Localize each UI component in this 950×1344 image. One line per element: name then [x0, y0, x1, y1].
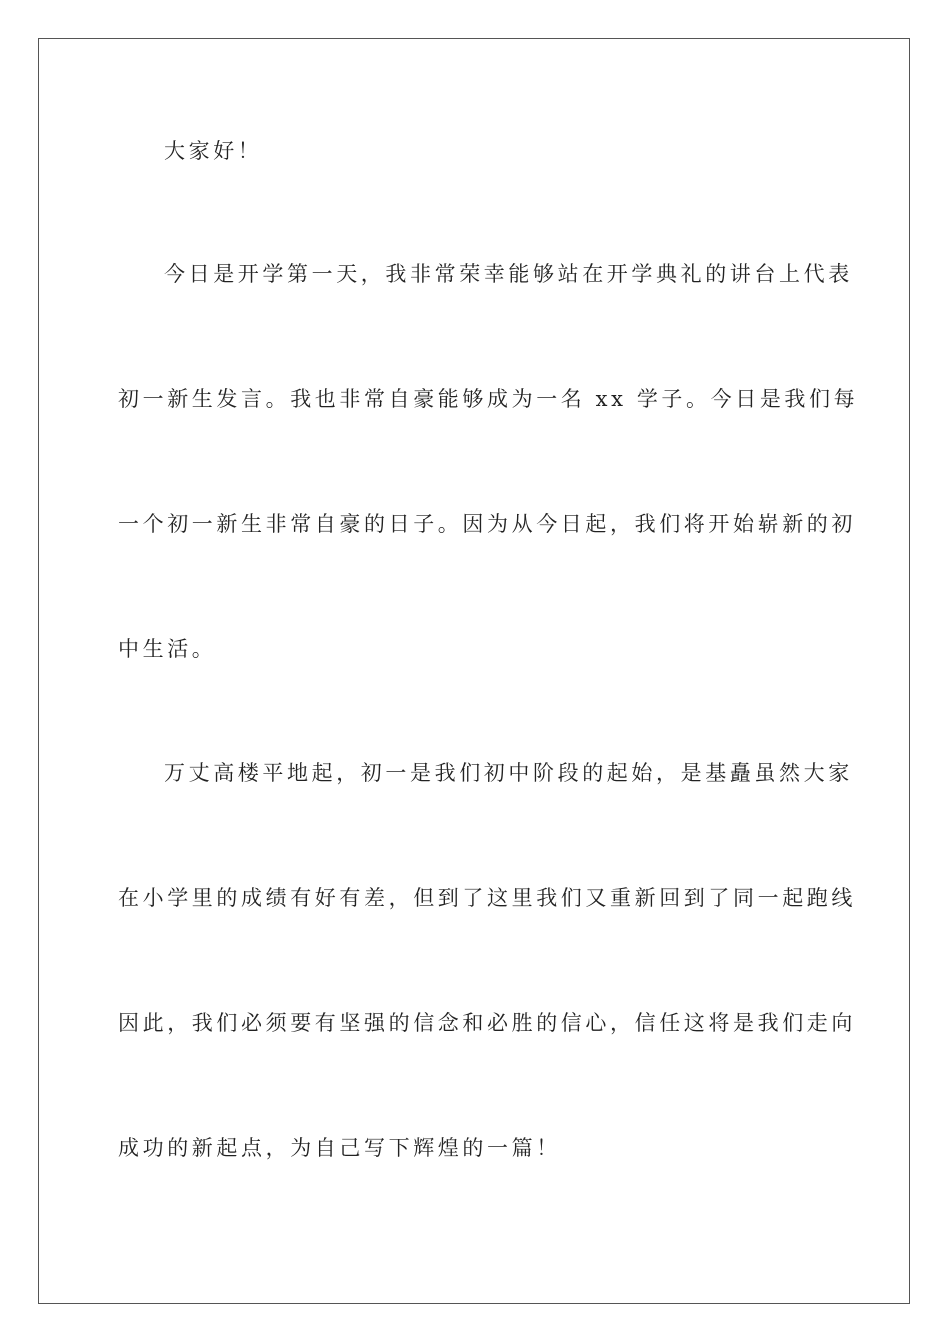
paragraph-2-line-1: 万丈高楼平地起，初一是我们初中阶段的起始，是基矗虽然大家	[164, 761, 853, 785]
paragraph-1-line-2: 初一新生发言。我也非常自豪能够成为一名 xx 学子。今日是我们每	[118, 387, 859, 411]
paragraph-2-line-2: 在小学里的成绩有好有差，但到了这里我们又重新回到了同一起跑线	[118, 886, 856, 910]
paragraph-1-line-1: 今日是开学第一天，我非常荣幸能够站在开学典礼的讲台上代表	[164, 262, 853, 286]
page-border	[38, 38, 910, 1304]
paragraph-2-line-4: 成功的新起点，为自己写下辉煌的一篇！	[118, 1136, 561, 1160]
paragraph-1-line-4: 中生活。	[118, 637, 217, 661]
paragraph-1-line-3: 一个初一新生非常自豪的日子。因为从今日起，我们将开始崭新的初	[118, 512, 856, 536]
greeting-line: 大家好！	[164, 139, 263, 163]
paragraph-2-line-3: 因此，我们必须要有坚强的信念和必胜的信心，信任这将是我们走向	[118, 1011, 856, 1035]
